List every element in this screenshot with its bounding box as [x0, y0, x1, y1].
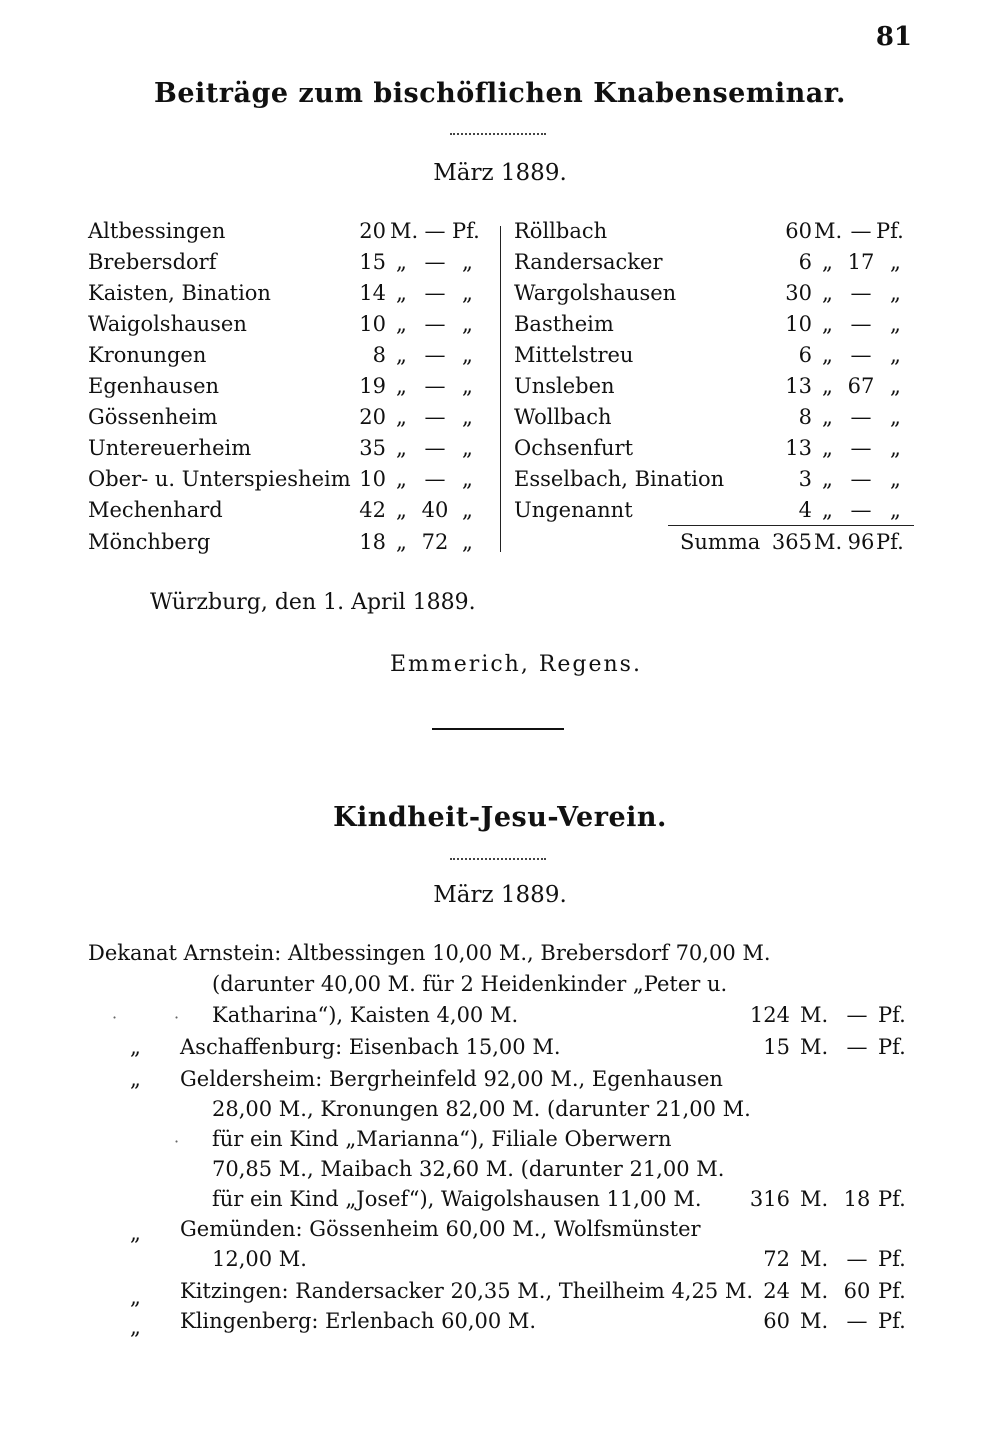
mark-amount: 8 [798, 405, 812, 429]
mark-unit: M. [800, 1035, 829, 1059]
mark-amount: 10 [359, 467, 386, 491]
pfennig-unit: „ [462, 530, 473, 554]
pfennig-unit: „ [890, 312, 901, 336]
pfennig-unit: „ [462, 374, 473, 398]
pfennig-unit: „ [890, 374, 901, 398]
place-name: Unsleben [514, 374, 615, 398]
mark-unit: M. [800, 1187, 829, 1211]
pfennig-amount: — [424, 250, 446, 274]
place-name: Esselbach, Bination [514, 467, 725, 491]
mark-amount: 15 [763, 1035, 790, 1059]
section1-title: Beiträge zum bischöflichen Knabenseminar. [154, 78, 846, 109]
right-row [500, 247, 1000, 277]
left-row [0, 247, 500, 277]
pfennig-amount: 17 [847, 250, 875, 274]
page-number: 81 [875, 22, 912, 52]
place-name: Waigolshausen [88, 312, 247, 336]
summa-pfennig-unit: Pf. [876, 530, 904, 554]
pfennig-amount: — [424, 219, 446, 243]
mark-amount: 124 [749, 1003, 790, 1027]
mark-amount: 72 [763, 1247, 790, 1271]
deanery-total [0, 1306, 1000, 1336]
place-name: Bastheim [514, 312, 614, 336]
mark-amount: 4 [798, 498, 812, 522]
margin-dot: · [174, 1132, 180, 1151]
deanery-line: für ein Kind „Josef“), Waigolshausen 11,00 M. [212, 1187, 702, 1211]
deanery-total [0, 1244, 1000, 1274]
left-row [0, 402, 500, 432]
mark-unit: „ [396, 250, 407, 274]
deanery-total [0, 1000, 1000, 1030]
right-row [500, 340, 1000, 370]
place-name: Untereuerheim [88, 436, 252, 460]
pfennig-amount: 60 [843, 1279, 871, 1303]
mark-unit: M. [390, 219, 419, 243]
mark-unit: „ [822, 467, 833, 491]
pfennig-unit: „ [890, 467, 901, 491]
place-name: Wollbach [514, 405, 612, 429]
mark-unit: „ [822, 343, 833, 367]
deanery-line: Dekanat Arnstein: Altbessingen 10,00 M., Brebersdorf 70,00 M. [88, 941, 771, 965]
right-row [500, 433, 1000, 463]
deanery-line: für ein Kind „Marianna“), Filiale Oberwern [212, 1127, 672, 1151]
ditto-mark: „ [130, 1035, 141, 1059]
pfennig-unit: Pf. [878, 1247, 906, 1271]
pfennig-amount: — [850, 436, 872, 460]
mark-amount: 60 [763, 1309, 790, 1333]
deanery-line: (darunter 40,00 M. für 2 Heidenkinder „Peter u. [212, 972, 728, 996]
mark-unit: „ [396, 405, 407, 429]
pfennig-amount: 18 [843, 1187, 871, 1211]
pfennig-unit: „ [462, 312, 473, 336]
pfennig-amount: — [850, 405, 872, 429]
place-name: Mönchberg [88, 530, 211, 554]
mark-amount: 20 [359, 219, 386, 243]
pfennig-unit: Pf. [878, 1035, 906, 1059]
place-name: Mittelstreu [514, 343, 634, 367]
left-row [0, 309, 500, 339]
margin-dot: · [174, 1008, 180, 1027]
right-row [500, 278, 1000, 308]
place-name: Wargolshausen [514, 281, 677, 305]
mark-unit: „ [396, 281, 407, 305]
pfennig-amount: — [850, 343, 872, 367]
left-row [0, 340, 500, 370]
mark-unit: „ [396, 530, 407, 554]
pfennig-amount: — [850, 281, 872, 305]
place-name: Mechenhard [88, 498, 223, 522]
mark-amount: 24 [763, 1279, 790, 1303]
section2-title: Kindheit-Jesu-Verein. [333, 802, 667, 833]
section2-month: März 1889. [433, 882, 567, 908]
pfennig-amount: 67 [847, 374, 875, 398]
ditto-mark: „ [130, 1067, 141, 1091]
mark-amount: 8 [372, 343, 386, 367]
mark-amount: 10 [359, 312, 386, 336]
pfennig-amount: — [424, 281, 446, 305]
pfennig-unit: „ [462, 405, 473, 429]
place-name: Röllbach [514, 219, 608, 243]
deanery-line: Gemünden: Gössenheim 60,00 M., Wolfsmünster [180, 1217, 701, 1241]
date-line: Würzburg, den 1. April 1889. [150, 590, 476, 615]
mark-amount: 60 [785, 219, 812, 243]
place-name: Ober- u. Unterspiesheim [88, 467, 351, 491]
pfennig-unit: Pf. [452, 219, 480, 243]
mark-unit: M. [814, 219, 843, 243]
summa-pfennig-amount: 96 [847, 530, 875, 554]
place-name: Egenhausen [88, 374, 220, 398]
deanery-line: Katharina“), Kaisten 4,00 M. [212, 1003, 519, 1027]
place-name: Ochsenfurt [514, 436, 634, 460]
mark-amount: 15 [359, 250, 386, 274]
pfennig-unit: „ [890, 498, 901, 522]
deanery-total [0, 1184, 1000, 1214]
mark-amount: 10 [785, 312, 812, 336]
mark-unit: „ [822, 405, 833, 429]
pfennig-unit: „ [890, 281, 901, 305]
deanery-line: 12,00 M. [212, 1247, 307, 1271]
place-name: Altbessingen [88, 219, 226, 243]
mark-unit: „ [822, 281, 833, 305]
pfennig-amount: 72 [421, 530, 449, 554]
summa-label: Summa [680, 530, 761, 554]
ditto-mark: „ [130, 1315, 141, 1339]
pfennig-amount: — [846, 1003, 868, 1027]
pfennig-unit: „ [462, 281, 473, 305]
mark-amount: 13 [785, 436, 812, 460]
pfennig-unit: „ [462, 343, 473, 367]
right-row [500, 309, 1000, 339]
left-row [0, 495, 500, 525]
pfennig-unit: „ [890, 343, 901, 367]
place-name: Randersacker [514, 250, 663, 274]
place-name: Gössenheim [88, 405, 218, 429]
mark-amount: 316 [749, 1187, 790, 1211]
right-row [500, 495, 1000, 525]
right-row [500, 216, 1000, 246]
ditto-mark: „ [130, 1285, 141, 1309]
place-name: Kaisten, Bination [88, 281, 271, 305]
pfennig-unit: „ [890, 250, 901, 274]
mark-unit: M. [800, 1309, 829, 1333]
deanery-line: Geldersheim: Bergrheinfeld 92,00 M., Egenhausen [180, 1067, 723, 1091]
right-row [500, 371, 1000, 401]
section1-month: März 1889. [433, 160, 567, 186]
pfennig-amount: — [424, 436, 446, 460]
mark-unit: „ [822, 312, 833, 336]
pfennig-amount: — [850, 312, 872, 336]
summa-mark-unit: M. [814, 530, 843, 554]
mark-amount: 19 [359, 374, 386, 398]
mark-unit: M. [800, 1003, 829, 1027]
ditto-mark: „ [130, 1221, 141, 1245]
deanery-line: 70,85 M., Maibach 32,60 M. (darunter 21,00 M. [212, 1157, 725, 1181]
section-separator [432, 728, 564, 730]
pfennig-amount: — [850, 467, 872, 491]
pfennig-amount: — [424, 343, 446, 367]
pfennig-unit: „ [462, 467, 473, 491]
pfennig-unit: Pf. [878, 1003, 906, 1027]
place-name: Brebersdorf [88, 250, 217, 274]
deanery-line: Klingenberg: Erlenbach 60,00 M. [180, 1309, 537, 1333]
signature: Emmerich, Regens. [390, 652, 642, 677]
pfennig-unit: „ [462, 498, 473, 522]
mark-unit: „ [822, 498, 833, 522]
mark-unit: M. [800, 1279, 829, 1303]
margin-dot: · [112, 1008, 118, 1027]
deanery-line: 28,00 M., Kronungen 82,00 M. (darunter 21,00 M. [212, 1097, 751, 1121]
mark-amount: 6 [798, 343, 812, 367]
mark-unit: M. [800, 1247, 829, 1271]
pfennig-amount: — [850, 219, 872, 243]
mark-amount: 13 [785, 374, 812, 398]
mark-unit: „ [396, 467, 407, 491]
place-name: Ungenannt [514, 498, 633, 522]
mark-unit: „ [396, 436, 407, 460]
pfennig-unit: „ [462, 436, 473, 460]
mark-unit: „ [822, 436, 833, 460]
mark-unit: „ [396, 343, 407, 367]
pfennig-unit: „ [462, 250, 473, 274]
mark-unit: „ [396, 374, 407, 398]
pfennig-amount: — [846, 1247, 868, 1271]
pfennig-unit: Pf. [878, 1187, 906, 1211]
place-name: Kronungen [88, 343, 207, 367]
deanery-line: Kitzingen: Randersacker 20,35 M., Theilheim 4,25 M. [180, 1279, 754, 1303]
left-row [0, 371, 500, 401]
deanery-total [0, 1032, 1000, 1062]
pfennig-unit: „ [890, 436, 901, 460]
mark-amount: 20 [359, 405, 386, 429]
mark-amount: 3 [798, 467, 812, 491]
pfennig-amount: — [424, 405, 446, 429]
mark-unit: „ [396, 498, 407, 522]
deanery-total [0, 1276, 1000, 1306]
mark-unit: „ [822, 374, 833, 398]
summa-row [500, 527, 1000, 557]
pfennig-amount: — [846, 1035, 868, 1059]
mark-amount: 14 [359, 281, 386, 305]
pfennig-unit: Pf. [878, 1309, 906, 1333]
summa-rule [668, 525, 914, 526]
mark-unit: „ [822, 250, 833, 274]
right-row [500, 402, 1000, 432]
pfennig-amount: — [424, 374, 446, 398]
pfennig-amount: — [424, 467, 446, 491]
mark-amount: 30 [785, 281, 812, 305]
left-row [0, 464, 500, 494]
pfennig-unit: Pf. [878, 1279, 906, 1303]
right-row [500, 464, 1000, 494]
ornament-divider [450, 858, 546, 860]
left-row [0, 278, 500, 308]
mark-amount: 6 [798, 250, 812, 274]
pfennig-amount: — [424, 312, 446, 336]
mark-amount: 42 [359, 498, 386, 522]
pfennig-unit: „ [890, 405, 901, 429]
left-row [0, 527, 500, 557]
summa-mark-amount: 365 [771, 530, 812, 554]
pfennig-unit: Pf. [876, 219, 904, 243]
mark-unit: „ [396, 312, 407, 336]
mark-amount: 18 [359, 530, 386, 554]
ornament-divider [450, 133, 546, 135]
pfennig-amount: 40 [421, 498, 449, 522]
left-row [0, 216, 500, 246]
pfennig-amount: — [846, 1309, 868, 1333]
mark-amount: 35 [359, 436, 386, 460]
left-row [0, 433, 500, 463]
deanery-line: Aschaffenburg: Eisenbach 15,00 M. [180, 1035, 561, 1059]
pfennig-amount: — [850, 498, 872, 522]
